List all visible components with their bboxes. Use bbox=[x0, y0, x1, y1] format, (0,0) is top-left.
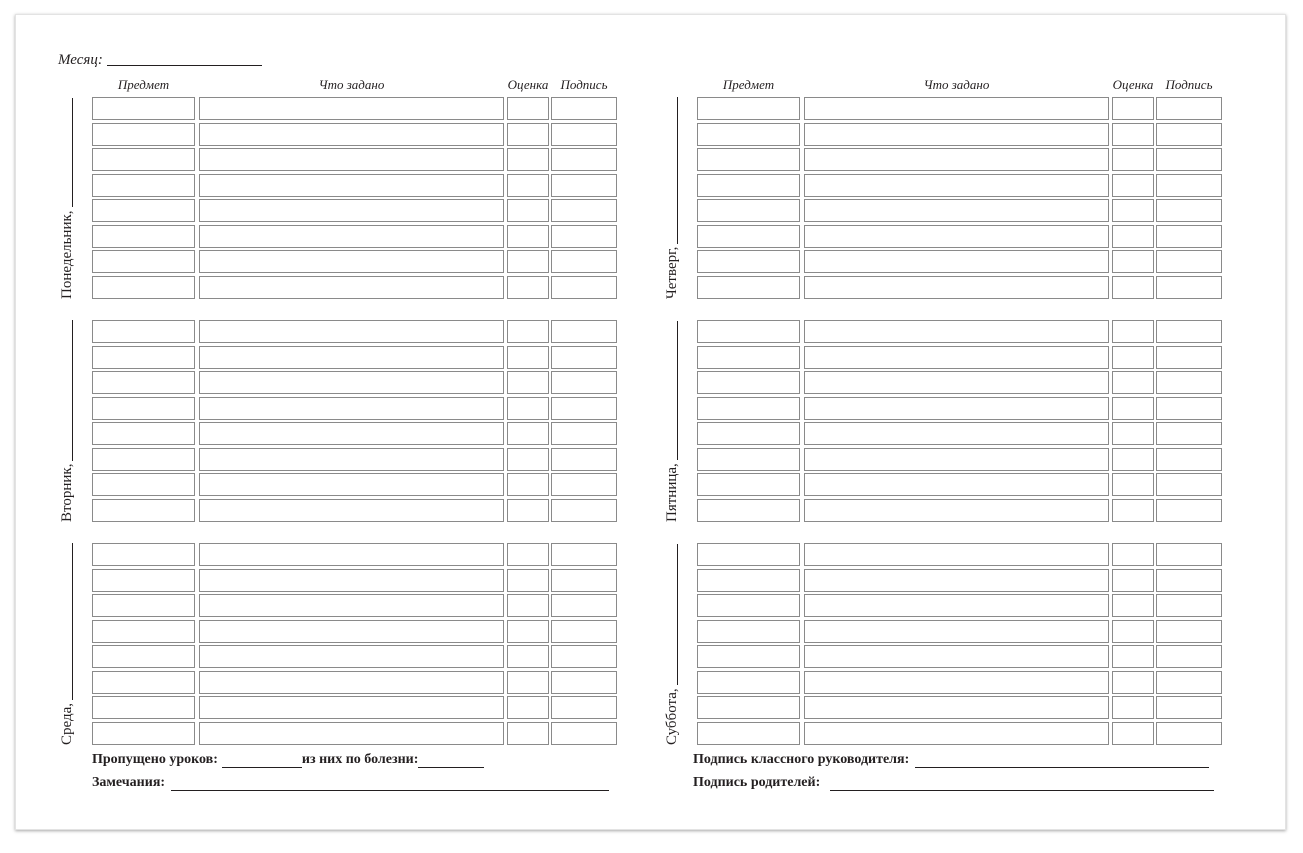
day1-row1-grade-cell[interactable] bbox=[507, 97, 549, 120]
day1-row7-assignment-cell[interactable] bbox=[199, 250, 504, 273]
day1-row5-subject-cell[interactable] bbox=[92, 199, 195, 222]
day6-row1-signature-cell[interactable] bbox=[1156, 543, 1222, 566]
day1-row4-subject-cell[interactable] bbox=[92, 174, 195, 197]
teacher-signature-label: Подпись классного руководителя: bbox=[693, 752, 910, 767]
day4-row7-signature-cell[interactable] bbox=[1156, 250, 1222, 273]
missed-lessons-line[interactable] bbox=[222, 755, 302, 768]
parents-signature-field bbox=[693, 775, 1214, 791]
day-label-3 bbox=[59, 543, 76, 745]
day5-row8-subject-cell[interactable] bbox=[697, 499, 800, 522]
day1-row6-signature-cell[interactable] bbox=[551, 225, 617, 248]
day-label-6 bbox=[664, 543, 681, 744]
day3-row4-signature-cell[interactable] bbox=[551, 620, 617, 643]
day1-row2-subject-cell[interactable] bbox=[92, 123, 195, 146]
day6-row6-subject-cell[interactable] bbox=[697, 671, 800, 694]
day4-row2-subject-cell[interactable] bbox=[697, 123, 800, 146]
day-date-line[interactable] bbox=[677, 320, 678, 460]
day3-row4-assignment-cell[interactable] bbox=[199, 620, 504, 643]
day4-row4-assignment-cell[interactable] bbox=[804, 174, 1109, 197]
day2-row8-signature-cell[interactable] bbox=[551, 499, 617, 522]
day1-row1-subject-cell[interactable] bbox=[92, 97, 195, 120]
day2-row7-assignment-cell[interactable] bbox=[199, 473, 504, 496]
day5-row4-signature-cell[interactable] bbox=[1156, 397, 1222, 420]
day6-row2-grade-cell[interactable] bbox=[1112, 569, 1154, 592]
day4-row8-assignment-cell[interactable] bbox=[804, 276, 1109, 299]
day4-row3-signature-cell[interactable] bbox=[1156, 148, 1222, 171]
day6-row3-assignment-cell[interactable] bbox=[804, 594, 1109, 617]
day4-row2-signature-cell[interactable] bbox=[1156, 123, 1222, 146]
day3-row5-signature-cell[interactable] bbox=[551, 645, 617, 668]
day5-row3-signature-cell[interactable] bbox=[1156, 371, 1222, 394]
day1-row2-assignment-cell[interactable] bbox=[199, 123, 504, 146]
day1-row1-signature-cell[interactable] bbox=[551, 97, 617, 120]
day2-row6-subject-cell[interactable] bbox=[92, 448, 195, 471]
day1-row8-assignment-cell[interactable] bbox=[199, 276, 504, 299]
day5-row1-subject-cell[interactable] bbox=[697, 320, 800, 343]
day2-row2-signature-cell[interactable] bbox=[551, 346, 617, 369]
day5-row1-signature-cell[interactable] bbox=[1156, 320, 1222, 343]
day3-row7-assignment-cell[interactable] bbox=[199, 696, 504, 719]
day-label-4 bbox=[664, 97, 681, 299]
month-label: Месяц: bbox=[58, 52, 103, 68]
remarks-field bbox=[92, 775, 609, 791]
header-grade-left: Оценка bbox=[507, 77, 549, 92]
day2-row5-subject-cell[interactable] bbox=[92, 422, 195, 445]
day6-row8-grade-cell[interactable] bbox=[1112, 722, 1154, 745]
day2-row3-grade-cell[interactable] bbox=[507, 371, 549, 394]
day5-row5-assignment-cell[interactable] bbox=[804, 422, 1109, 445]
day6-row8-assignment-cell[interactable] bbox=[804, 722, 1109, 745]
header-signature-left: Подпись bbox=[560, 77, 608, 92]
day5-row2-signature-cell[interactable] bbox=[1156, 346, 1222, 369]
day5-row7-assignment-cell[interactable] bbox=[804, 473, 1109, 496]
day1-row7-subject-cell[interactable] bbox=[92, 250, 195, 273]
day6-row6-grade-cell[interactable] bbox=[1112, 671, 1154, 694]
day1-row3-assignment-cell[interactable] bbox=[199, 148, 504, 171]
day2-row7-grade-cell[interactable] bbox=[507, 473, 549, 496]
day4-row6-assignment-cell[interactable] bbox=[804, 225, 1109, 248]
day1-row3-grade-cell[interactable] bbox=[507, 148, 549, 171]
day6-row7-subject-cell[interactable] bbox=[697, 696, 800, 719]
day4-row6-grade-cell[interactable] bbox=[1112, 225, 1154, 248]
day-date-line[interactable] bbox=[72, 543, 73, 700]
day1-row8-signature-cell[interactable] bbox=[551, 276, 617, 299]
day1-row2-signature-cell[interactable] bbox=[551, 123, 617, 146]
day6-row5-subject-cell[interactable] bbox=[697, 645, 800, 668]
day3-row1-signature-cell[interactable] bbox=[551, 543, 617, 566]
day4-row5-signature-cell[interactable] bbox=[1156, 199, 1222, 222]
day3-row8-grade-cell[interactable] bbox=[507, 722, 549, 745]
missed-lessons-field bbox=[92, 752, 484, 768]
day5-row2-assignment-cell[interactable] bbox=[804, 346, 1109, 369]
day3-row3-subject-cell[interactable] bbox=[92, 594, 195, 617]
day2-row5-signature-cell[interactable] bbox=[551, 422, 617, 445]
day6-row5-signature-cell[interactable] bbox=[1156, 645, 1222, 668]
illness-label: из них по болезни: bbox=[301, 752, 419, 767]
day6-row7-grade-cell[interactable] bbox=[1112, 696, 1154, 719]
day5-row3-assignment-cell[interactable] bbox=[804, 371, 1109, 394]
day2-row6-assignment-cell[interactable] bbox=[199, 448, 504, 471]
header-subject-left: Предмет bbox=[117, 77, 170, 92]
day2-row5-grade-cell[interactable] bbox=[507, 422, 549, 445]
day6-row6-assignment-cell[interactable] bbox=[804, 671, 1109, 694]
header-grade-right: Оценка bbox=[1112, 77, 1154, 92]
day-date-line[interactable] bbox=[677, 97, 678, 244]
day-name: Вторник, bbox=[59, 463, 75, 522]
day5-row4-grade-cell[interactable] bbox=[1112, 397, 1154, 420]
illness-line[interactable] bbox=[418, 755, 484, 768]
day2-row8-subject-cell[interactable] bbox=[92, 499, 195, 522]
day1-row1-assignment-cell[interactable] bbox=[199, 97, 504, 120]
day5-row2-subject-cell[interactable] bbox=[697, 346, 800, 369]
day1-row6-assignment-cell[interactable] bbox=[199, 225, 504, 248]
day4-row8-signature-cell[interactable] bbox=[1156, 276, 1222, 299]
header-signature-right: Подпись bbox=[1165, 77, 1213, 92]
day3-row6-signature-cell[interactable] bbox=[551, 671, 617, 694]
day4-row7-subject-cell[interactable] bbox=[697, 250, 800, 273]
day2-row4-grade-cell[interactable] bbox=[507, 397, 549, 420]
day6-row3-grade-cell[interactable] bbox=[1112, 594, 1154, 617]
day1-row5-signature-cell[interactable] bbox=[551, 199, 617, 222]
day6-row2-assignment-cell[interactable] bbox=[804, 569, 1109, 592]
day3-row2-grade-cell[interactable] bbox=[507, 569, 549, 592]
day6-row1-subject-cell[interactable] bbox=[697, 543, 800, 566]
day3-row8-assignment-cell[interactable] bbox=[199, 722, 504, 745]
day1-row6-subject-cell[interactable] bbox=[92, 225, 195, 248]
day1-row7-signature-cell[interactable] bbox=[551, 250, 617, 273]
day5-row6-assignment-cell[interactable] bbox=[804, 448, 1109, 471]
day6-row4-signature-cell[interactable] bbox=[1156, 620, 1222, 643]
day-name: Четверг, bbox=[664, 246, 680, 299]
day-date-line[interactable] bbox=[72, 97, 73, 207]
day-name: Среда, bbox=[59, 702, 75, 745]
day3-row8-signature-cell[interactable] bbox=[551, 722, 617, 745]
day3-row2-subject-cell[interactable] bbox=[92, 569, 195, 592]
day1-row6-grade-cell[interactable] bbox=[507, 225, 549, 248]
day4-row1-assignment-cell[interactable] bbox=[804, 97, 1109, 120]
day3-row7-grade-cell[interactable] bbox=[507, 696, 549, 719]
day4-row4-grade-cell[interactable] bbox=[1112, 174, 1154, 197]
day3-row6-assignment-cell[interactable] bbox=[199, 671, 504, 694]
day1-row8-subject-cell[interactable] bbox=[92, 276, 195, 299]
day4-row3-grade-cell[interactable] bbox=[1112, 148, 1154, 171]
day1-row5-grade-cell[interactable] bbox=[507, 199, 549, 222]
day6-row3-signature-cell[interactable] bbox=[1156, 594, 1222, 617]
day2-row1-assignment-cell[interactable] bbox=[199, 320, 504, 343]
day-label-5 bbox=[664, 320, 681, 521]
day4-row1-grade-cell[interactable] bbox=[1112, 97, 1154, 120]
day1-row5-assignment-cell[interactable] bbox=[199, 199, 504, 222]
month-field bbox=[58, 52, 262, 69]
day5-row3-subject-cell[interactable] bbox=[697, 371, 800, 394]
day2-row6-grade-cell[interactable] bbox=[507, 448, 549, 471]
header-subject-right: Предмет bbox=[722, 77, 775, 92]
day3-row4-grade-cell[interactable] bbox=[507, 620, 549, 643]
day2-row1-signature-cell[interactable] bbox=[551, 320, 617, 343]
day4-row7-assignment-cell[interactable] bbox=[804, 250, 1109, 273]
day2-row5-assignment-cell[interactable] bbox=[199, 422, 504, 445]
day1-row3-signature-cell[interactable] bbox=[551, 148, 617, 171]
day1-row4-grade-cell[interactable] bbox=[507, 174, 549, 197]
day5-row4-assignment-cell[interactable] bbox=[804, 397, 1109, 420]
day3-row7-signature-cell[interactable] bbox=[551, 696, 617, 719]
day5-row1-assignment-cell[interactable] bbox=[804, 320, 1109, 343]
teacher-signature-field bbox=[693, 752, 1209, 768]
day5-row8-assignment-cell[interactable] bbox=[804, 499, 1109, 522]
day4-row1-subject-cell[interactable] bbox=[697, 97, 800, 120]
day5-row7-grade-cell[interactable] bbox=[1112, 473, 1154, 496]
day4-row2-assignment-cell[interactable] bbox=[804, 123, 1109, 146]
day4-row2-grade-cell[interactable] bbox=[1112, 123, 1154, 146]
remarks-line[interactable] bbox=[171, 778, 609, 791]
day1-row4-assignment-cell[interactable] bbox=[199, 174, 504, 197]
day2-row1-subject-cell[interactable] bbox=[92, 320, 195, 343]
day4-row5-subject-cell[interactable] bbox=[697, 199, 800, 222]
day-name: Пятница, bbox=[664, 462, 680, 522]
day3-row1-grade-cell[interactable] bbox=[507, 543, 549, 566]
day6-row2-subject-cell[interactable] bbox=[697, 569, 800, 592]
day5-row8-grade-cell[interactable] bbox=[1112, 499, 1154, 522]
day5-row6-signature-cell[interactable] bbox=[1156, 448, 1222, 471]
day-date-line[interactable] bbox=[72, 320, 73, 461]
parents-signature-label: Подпись родителей: bbox=[693, 775, 821, 790]
day5-row2-grade-cell[interactable] bbox=[1112, 346, 1154, 369]
day3-row5-grade-cell[interactable] bbox=[507, 645, 549, 668]
day4-row6-subject-cell[interactable] bbox=[697, 225, 800, 248]
day6-row4-subject-cell[interactable] bbox=[697, 620, 800, 643]
day2-row7-subject-cell[interactable] bbox=[92, 473, 195, 496]
day2-row8-assignment-cell[interactable] bbox=[199, 499, 504, 522]
day5-row6-grade-cell[interactable] bbox=[1112, 448, 1154, 471]
remarks-label: Замечания: bbox=[92, 775, 166, 790]
day4-row4-subject-cell[interactable] bbox=[697, 174, 800, 197]
parents-signature-line[interactable] bbox=[830, 778, 1214, 791]
day2-row6-signature-cell[interactable] bbox=[551, 448, 617, 471]
day2-row3-assignment-cell[interactable] bbox=[199, 371, 504, 394]
day3-row3-signature-cell[interactable] bbox=[551, 594, 617, 617]
day2-row3-signature-cell[interactable] bbox=[551, 371, 617, 394]
day3-row3-grade-cell[interactable] bbox=[507, 594, 549, 617]
day5-row7-subject-cell[interactable] bbox=[697, 473, 800, 496]
day3-row8-subject-cell[interactable] bbox=[92, 722, 195, 745]
day1-row3-subject-cell[interactable] bbox=[92, 148, 195, 171]
day2-row4-signature-cell[interactable] bbox=[551, 397, 617, 420]
day-name: Суббота, bbox=[664, 687, 680, 745]
day2-row4-subject-cell[interactable] bbox=[92, 397, 195, 420]
day2-row8-grade-cell[interactable] bbox=[507, 499, 549, 522]
day2-row2-grade-cell[interactable] bbox=[507, 346, 549, 369]
missed-lessons-label: Пропущено уроков: bbox=[92, 752, 218, 767]
day5-row1-grade-cell[interactable] bbox=[1112, 320, 1154, 343]
day5-row4-subject-cell[interactable] bbox=[697, 397, 800, 420]
day3-row4-subject-cell[interactable] bbox=[92, 620, 195, 643]
day3-row6-grade-cell[interactable] bbox=[507, 671, 549, 694]
day6-row3-subject-cell[interactable] bbox=[697, 594, 800, 617]
header-assignment-right: Что задано bbox=[923, 77, 990, 92]
teacher-signature-line[interactable] bbox=[915, 755, 1209, 768]
header-assignment-left: Что задано bbox=[318, 77, 385, 92]
day3-row1-assignment-cell[interactable] bbox=[199, 543, 504, 566]
day4-row1-signature-cell[interactable] bbox=[1156, 97, 1222, 120]
day3-row3-assignment-cell[interactable] bbox=[199, 594, 504, 617]
day6-row1-grade-cell[interactable] bbox=[1112, 543, 1154, 566]
day-date-line[interactable] bbox=[677, 543, 678, 685]
month-input-line[interactable] bbox=[107, 53, 262, 66]
day3-row5-assignment-cell[interactable] bbox=[199, 645, 504, 668]
day1-row7-grade-cell[interactable] bbox=[507, 250, 549, 273]
day4-row8-subject-cell[interactable] bbox=[697, 276, 800, 299]
day5-row8-signature-cell[interactable] bbox=[1156, 499, 1222, 522]
day-name: Понедельник, bbox=[59, 209, 75, 299]
day1-row8-grade-cell[interactable] bbox=[507, 276, 549, 299]
day3-row1-subject-cell[interactable] bbox=[92, 543, 195, 566]
day2-row3-subject-cell[interactable] bbox=[92, 371, 195, 394]
day6-row8-signature-cell[interactable] bbox=[1156, 722, 1222, 745]
day5-row5-signature-cell[interactable] bbox=[1156, 422, 1222, 445]
day2-row7-signature-cell[interactable] bbox=[551, 473, 617, 496]
day6-row6-signature-cell[interactable] bbox=[1156, 671, 1222, 694]
day6-row7-signature-cell[interactable] bbox=[1156, 696, 1222, 719]
day4-row7-grade-cell[interactable] bbox=[1112, 250, 1154, 273]
day-label-2 bbox=[59, 320, 76, 522]
day6-row5-grade-cell[interactable] bbox=[1112, 645, 1154, 668]
day4-row6-signature-cell[interactable] bbox=[1156, 225, 1222, 248]
day5-row3-grade-cell[interactable] bbox=[1112, 371, 1154, 394]
day3-row2-signature-cell[interactable] bbox=[551, 569, 617, 592]
day6-row4-assignment-cell[interactable] bbox=[804, 620, 1109, 643]
day6-row1-assignment-cell[interactable] bbox=[804, 543, 1109, 566]
day4-row3-subject-cell[interactable] bbox=[697, 148, 800, 171]
day6-row4-grade-cell[interactable] bbox=[1112, 620, 1154, 643]
day1-row2-grade-cell[interactable] bbox=[507, 123, 549, 146]
day3-row5-subject-cell[interactable] bbox=[92, 645, 195, 668]
day5-row7-signature-cell[interactable] bbox=[1156, 473, 1222, 496]
day6-row8-subject-cell[interactable] bbox=[697, 722, 800, 745]
day5-row5-subject-cell[interactable] bbox=[697, 422, 800, 445]
day6-row5-assignment-cell[interactable] bbox=[804, 645, 1109, 668]
day5-row6-subject-cell[interactable] bbox=[697, 448, 800, 471]
day4-row4-signature-cell[interactable] bbox=[1156, 174, 1222, 197]
day4-row5-assignment-cell[interactable] bbox=[804, 199, 1109, 222]
day4-row8-grade-cell[interactable] bbox=[1112, 276, 1154, 299]
day6-row2-signature-cell[interactable] bbox=[1156, 569, 1222, 592]
day4-row5-grade-cell[interactable] bbox=[1112, 199, 1154, 222]
day4-row3-assignment-cell[interactable] bbox=[804, 148, 1109, 171]
day5-row5-grade-cell[interactable] bbox=[1112, 422, 1154, 445]
day3-row6-subject-cell[interactable] bbox=[92, 671, 195, 694]
day3-row7-subject-cell[interactable] bbox=[92, 696, 195, 719]
day1-row4-signature-cell[interactable] bbox=[551, 174, 617, 197]
day-label-1 bbox=[59, 97, 76, 298]
day2-row2-assignment-cell[interactable] bbox=[199, 346, 504, 369]
day2-row2-subject-cell[interactable] bbox=[92, 346, 195, 369]
day2-row4-assignment-cell[interactable] bbox=[199, 397, 504, 420]
day3-row2-assignment-cell[interactable] bbox=[199, 569, 504, 592]
day2-row1-grade-cell[interactable] bbox=[507, 320, 549, 343]
day6-row7-assignment-cell[interactable] bbox=[804, 696, 1109, 719]
